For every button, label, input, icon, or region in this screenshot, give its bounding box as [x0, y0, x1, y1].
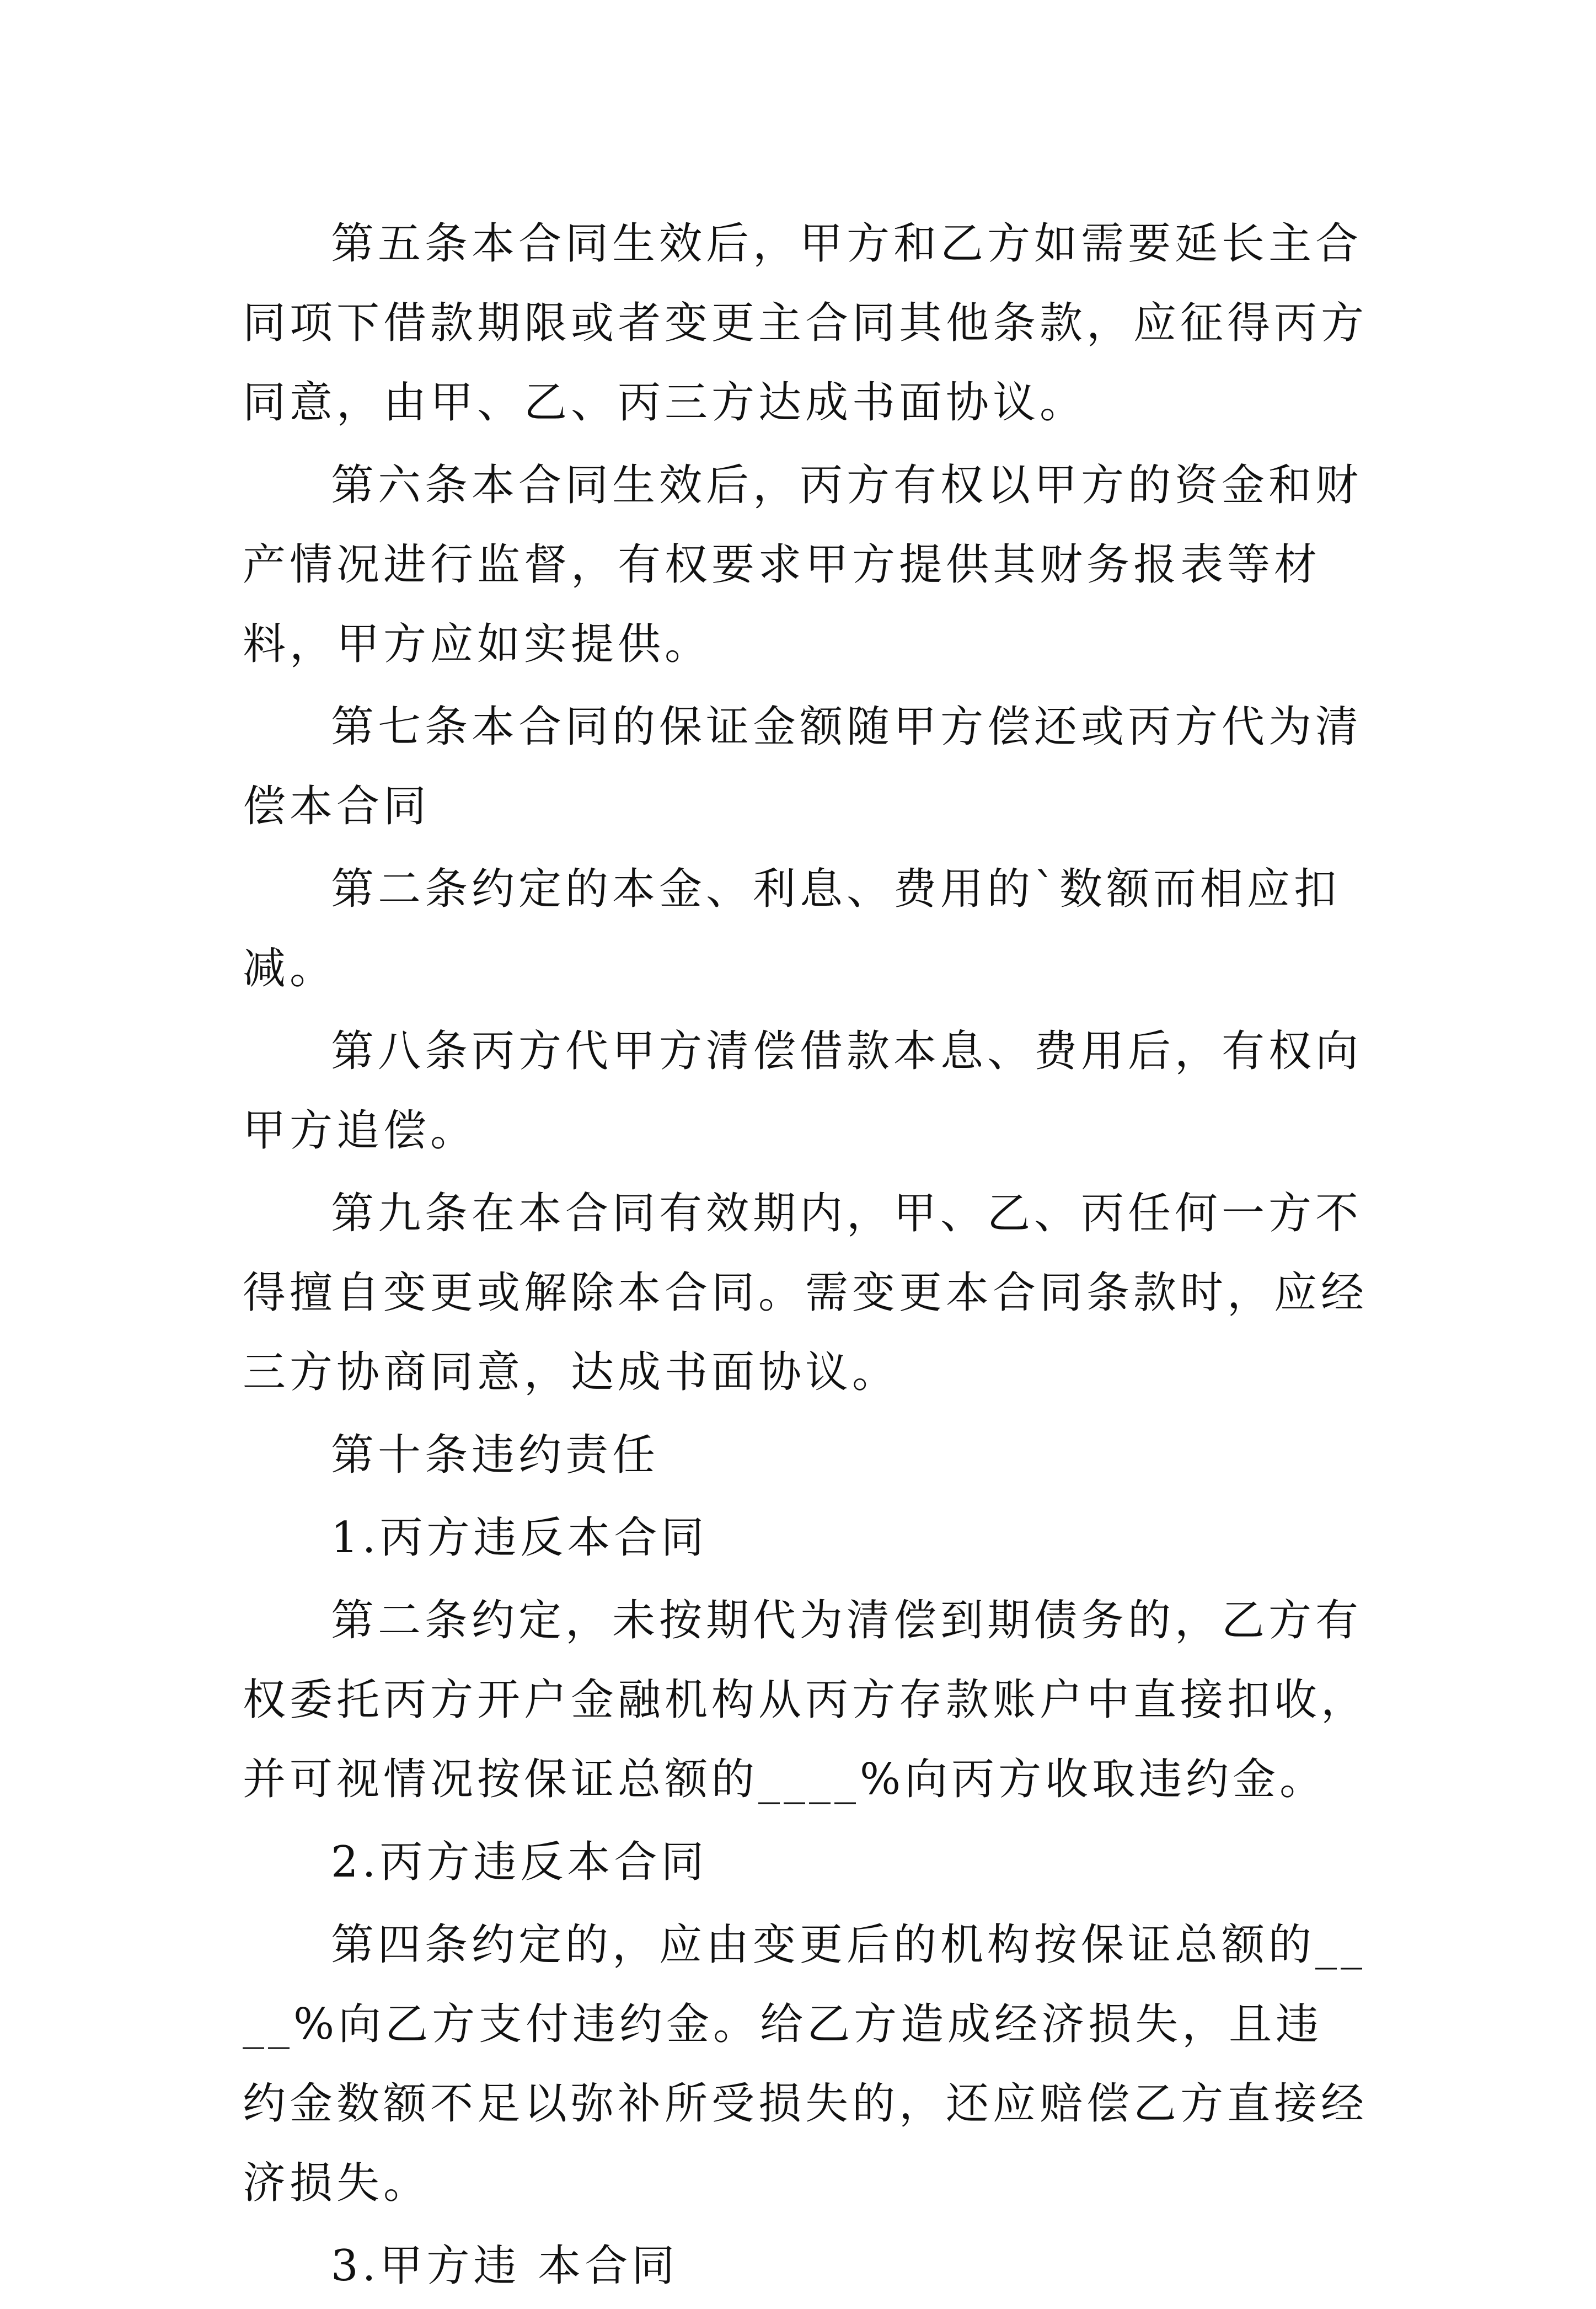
liability-item-2-text: 第四条约定的，应由变更后的机构按保证总额的____%向乙方支付违约金。给乙方造成经济损失，且违约金数额不足以弥补所受损失的，还应赔偿乙方直接经济损失。	[243, 1920, 1368, 2208]
clause-9-paragraph: 第九条在本合同有效期内，甲、乙、丙任何一方不得擅自变更或解除本合同。需变更本合同条款时，应经三方协商同意，达成书面协议。	[243, 1189, 1368, 1397]
clause-10-heading: 第十条违约责任	[331, 1430, 660, 1480]
liability-item-1-heading: 1.丙方违反本合同	[331, 1513, 708, 1563]
clause-7-continuation: 第二条约定的本金、利息、费用的`数额而相应扣减。	[243, 864, 1341, 993]
clause-7-paragraph: 第七条本合同的保证金额随甲方偿还或丙方代为清偿本合同	[243, 702, 1363, 831]
liability-item-3-heading: 3.甲方违 本合同	[331, 2241, 679, 2291]
clause-6-paragraph: 第六条本合同生效后，丙方有权以甲方的资金和财产情况进行监督，有权要求甲方提供其财务报表等材料，甲方应如实提供。	[243, 461, 1363, 669]
document-body	[243, 204, 1368, 2309]
liability-item-2-heading: 2.丙方违反本合同	[331, 1837, 708, 1887]
clause-8-paragraph: 第八条丙方代甲方清偿借款本息、费用后，有权向甲方追偿。	[243, 1027, 1363, 1156]
liability-item-1-text: 第二条约定，未按期代为清偿到期债务的，乙方有权委托丙方开户金融机构从丙方存款账户中直接扣收，并可视情况按保证总额的____%向丙方收取违约金。	[243, 1596, 1368, 1804]
clause-5-paragraph: 第五条本合同生效后，甲方和乙方如需要延长主合同项下借款期限或者变更主合同其他条款，应征得丙方同意，由甲、乙、丙三方达成书面协议。	[243, 219, 1368, 427]
